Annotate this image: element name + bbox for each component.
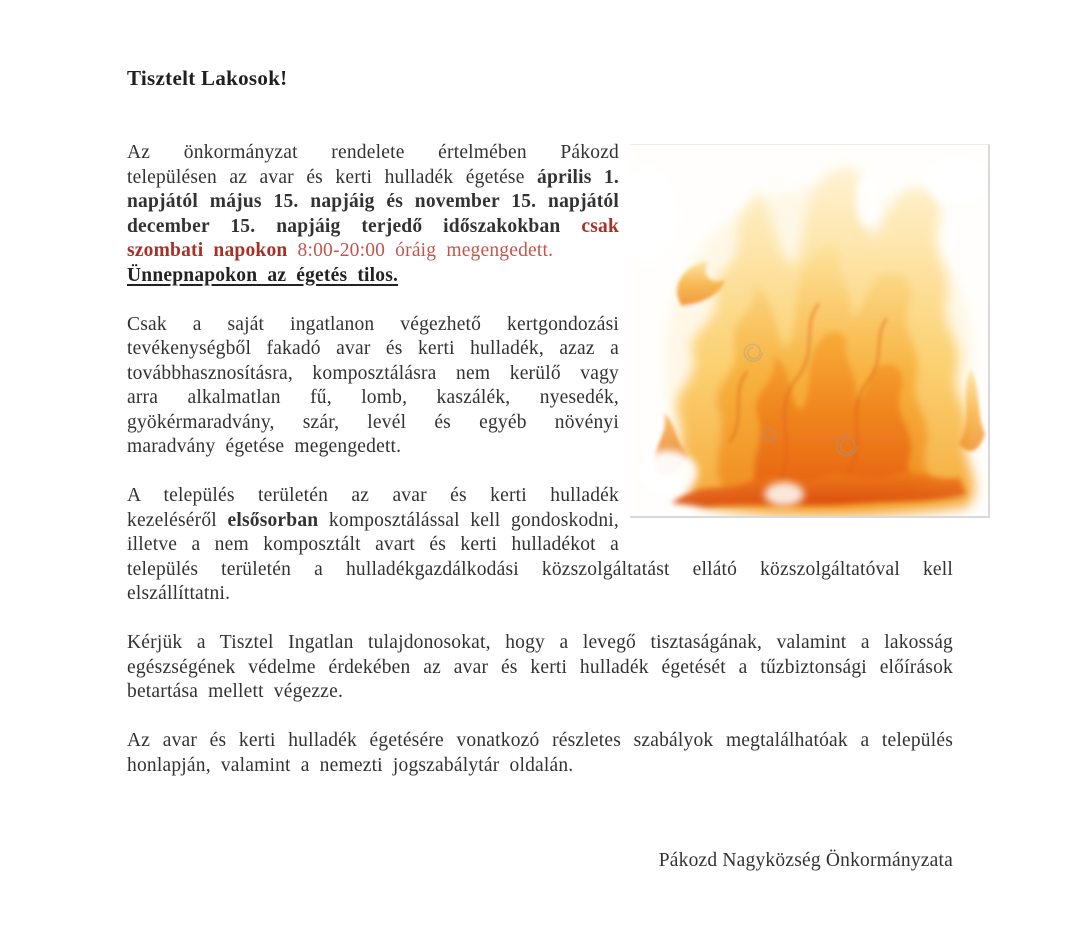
holiday-ban-underlined-text: Ünnepnapokon az égetés tilos. <box>127 264 399 286</box>
flame-illustration <box>630 145 988 516</box>
paragraph-detailed-rules: Az avar és kerti hulladék égetésére vonatkozó részletes szabályok megtalálhatóak a település honlapján, valamint a nemezti jogszabálytár oldalán. <box>127 730 953 776</box>
paragraph-text: A település területén az avar és kerti hulladék kezeléséről <box>127 485 619 531</box>
date-range-bold-text: április 1. napjától május 15. napjáig és november 15. napjától december 15. napjáig terjedő időszakokban <box>127 166 619 237</box>
paragraph-text: komposztálással kell gondoskodni, illetve a nem komposztált avart és kerti hulladékot a település területén a hulladékgazdálkodási közszolgáltatást ellátó közszolgáltatóval kell elszállíttatni. <box>127 509 953 604</box>
saturday-only-red-bold-text: csak szombati napokon <box>127 215 619 261</box>
hours-red-text: 8:00-20:00 óráig megengedett. <box>297 240 554 261</box>
paragraph-text: Az önkormányzat rendelete értelmében Pákozd településen az avar és kerti hulladék égetése <box>127 142 619 188</box>
paragraph-allowed-materials: Csak a saját ingatlanon végezhető kertgondozási tevékenységből fakadó avar és kerti hulladék, azaz a továbbhasznosításra, komposztálásra nem kerülő vagy arra alkalmatlan fű, lomb, kaszálék, nyesedék, gyökérmaradvány, szár, levél és egyéb növényi maradvány égetése megengedett. <box>127 313 619 457</box>
document-body <box>127 66 953 872</box>
signature-municipality: Pákozd Nagyközség Önkormányzata <box>658 850 953 871</box>
primarily-bold-text: elsősorban <box>227 509 319 531</box>
paragraph-air-quality-request: Kérjük a Tisztel Ingatlan tulajdonosokat, hogy a levegő tisztaságának, valamint a lakosság egészségének védelme érdekében az avar és kerti hulladék égetését a tűzbiztonsági előírások betartása mellett végezze. <box>127 632 953 702</box>
page-title: Tisztelt Lakosok! <box>127 66 288 90</box>
flame-image <box>630 144 990 518</box>
